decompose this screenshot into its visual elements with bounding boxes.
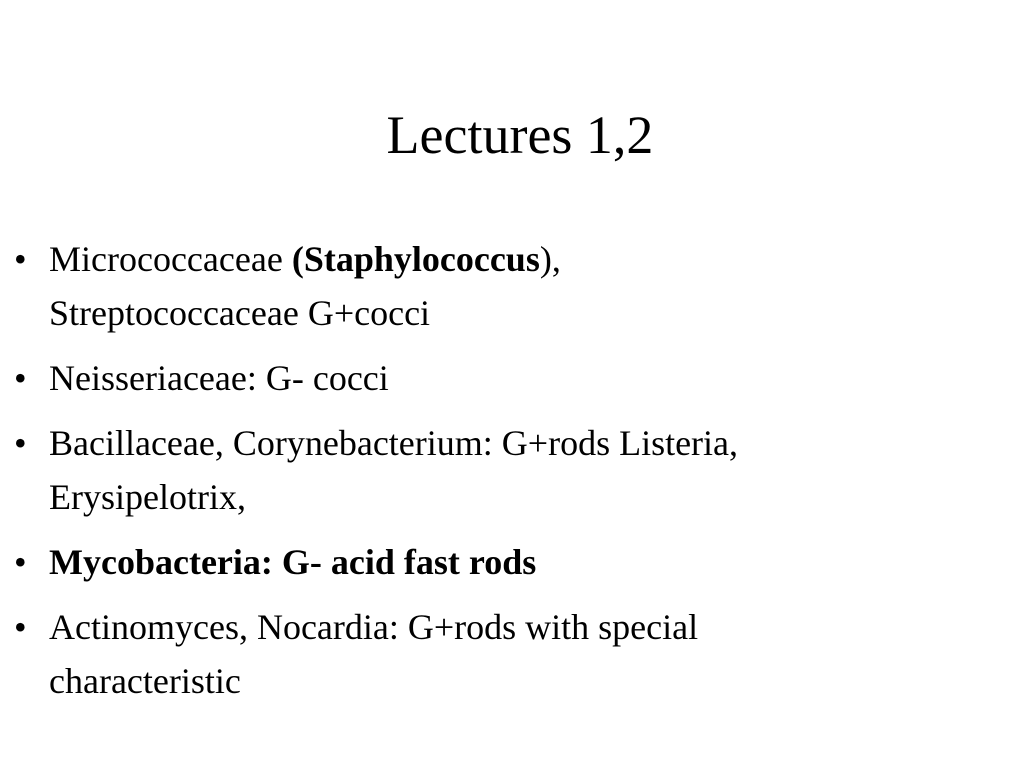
item-text-line: Erysipelotrix,: [49, 477, 246, 517]
item-text: [49, 607, 698, 701]
bullet-dot-icon: •: [14, 358, 27, 398]
item-text-line: characteristic: [49, 661, 241, 701]
list-item-micrococcaceae: [14, 232, 974, 340]
list-item-neisseriaceae: [14, 351, 974, 405]
item-text-part: ),: [539, 239, 561, 279]
bullet-list: [14, 232, 974, 719]
list-item-actinomyces: [14, 600, 974, 708]
list-item-mycobacteria: [14, 535, 974, 589]
item-text-line: Bacillaceae, Corynebacterium: G+rods Listeria,: [49, 423, 739, 463]
list-item-bacillaceae: [14, 416, 974, 524]
item-text-part: Micrococcaceae: [49, 239, 292, 279]
item-text-line: Actinomyces, Nocardia: G+rods with special: [49, 607, 699, 647]
bullet-dot-icon: •: [14, 542, 27, 582]
bullet-dot-icon: •: [14, 239, 27, 279]
item-text: [49, 423, 738, 517]
slide-title: Lectures 1,2: [386, 105, 654, 165]
bullet-dot-icon: •: [14, 423, 27, 463]
item-text-paren: (: [291, 239, 304, 279]
item-text-bold-genus: Staphylococcus: [303, 239, 540, 279]
item-text: Neisseriaceae: G- cocci: [49, 358, 389, 398]
item-text: [49, 239, 561, 333]
item-text-part: Streptococcaceae G+cocci: [49, 293, 431, 333]
item-text: Mycobacteria: G- acid fast rods: [49, 542, 537, 582]
bullet-dot-icon: •: [14, 607, 27, 647]
